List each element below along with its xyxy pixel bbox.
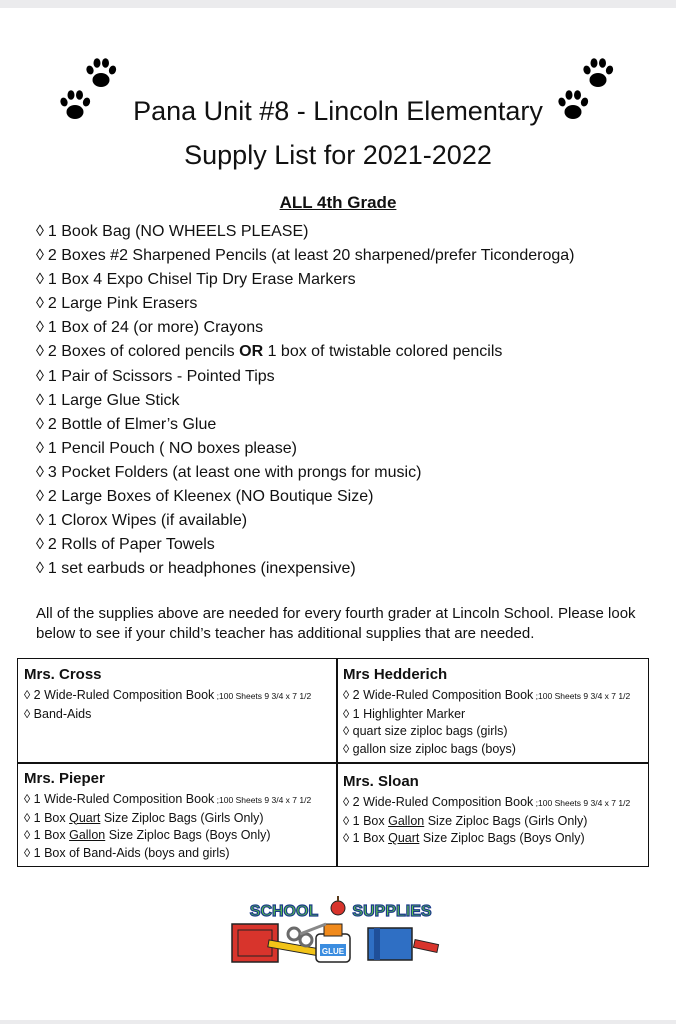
diamond-bullet-icon: ◊	[343, 831, 353, 845]
supply-item-text: 1 Pencil Pouch ( NO boxes please)	[47, 439, 297, 457]
diamond-bullet-icon: ◊	[36, 415, 44, 433]
teacher-item	[24, 827, 311, 845]
supply-item	[36, 533, 574, 557]
paw-print-icon	[581, 56, 615, 90]
teacher-item	[24, 706, 311, 724]
teacher-item-text: quart size ziploc bags (girls)	[352, 724, 508, 738]
bottom-border	[0, 1020, 676, 1024]
supplies-note: All of the supplies above are needed for every fourth grader at Lincoln School. Please look below to see if your child’s teacher has additional supplies that are needed.	[36, 605, 636, 642]
teacher-item-text: 2 Wide-Ruled Composition Book	[33, 688, 215, 702]
teacher-cell-sloan	[343, 772, 630, 848]
teacher-item-text: 2 Wide-Ruled Composition Book	[352, 688, 534, 702]
diamond-bullet-icon: ◊	[36, 247, 44, 265]
diamond-bullet-icon: ◊	[36, 223, 44, 240]
diamond-bullet-icon: ◊	[36, 343, 44, 361]
supply-item	[36, 437, 574, 461]
page-title-line1: Pana Unit #8 - Lincoln Elementary	[133, 96, 543, 126]
teacher-cell-hedderich	[343, 665, 630, 758]
glue-label: GLUE	[321, 947, 345, 956]
supply-item-text: 2 Boxes of colored pencils	[47, 343, 240, 361]
teacher-item-text: 1 Box	[33, 828, 70, 842]
diamond-bullet-icon: ◊	[36, 319, 44, 337]
supply-list	[36, 220, 574, 581]
supply-item-text: 2 Large Boxes of Kleenex (NO Boutique Size)	[47, 488, 374, 506]
paw-print-icon	[84, 56, 118, 90]
teacher-item-text: 1 Box	[352, 813, 389, 828]
grade-heading: ALL 4th Grade	[279, 193, 397, 212]
supply-item-text: 1 Box 4 Expo Chisel Tip Dry Erase Markers	[47, 271, 356, 289]
supply-item-text: 1 set earbuds or headphones (inexpensive)	[47, 560, 356, 578]
teacher-item	[343, 794, 630, 813]
teacher-item-underlined: Gallon	[69, 828, 106, 842]
supply-item	[36, 413, 574, 437]
school-supplies-logo	[228, 894, 444, 966]
supply-item-text: 1 Pair of Scissors - Pointed Tips	[47, 367, 275, 385]
supply-item-text: 1 Box of 24 (or more) Crayons	[47, 319, 264, 337]
supply-item	[36, 244, 574, 268]
diamond-bullet-icon: ◊	[24, 828, 34, 842]
diamond-bullet-icon: ◊	[343, 741, 353, 756]
diamond-bullet-icon: ◊	[36, 536, 44, 554]
supply-item	[36, 268, 574, 292]
teacher-cell-cross	[24, 665, 311, 723]
diamond-bullet-icon: ◊	[343, 688, 353, 702]
diamond-bullet-icon: ◊	[24, 688, 34, 702]
diamond-bullet-icon: ◊	[24, 706, 34, 721]
teacher-name: Mrs. Pieper	[24, 770, 105, 787]
diamond-bullet-icon: ◊	[24, 792, 34, 806]
teacher-item	[24, 810, 311, 828]
supply-item-text: 1 Clorox Wipes (if available)	[47, 512, 248, 530]
teacher-item	[343, 813, 630, 831]
supply-item	[36, 292, 574, 316]
teacher-table	[17, 658, 649, 867]
supply-item	[36, 461, 574, 485]
teacher-item-text: Size Ziploc Bags (Boys Only)	[105, 828, 271, 842]
top-border	[0, 0, 676, 8]
teacher-item-detail: ;100 Sheets 9 3/4 x 7 1/2	[214, 691, 312, 701]
supply-item	[36, 485, 574, 509]
teacher-item-detail: ;100 Sheets 9 3/4 x 7 1/2	[214, 795, 312, 805]
teacher-name: Mrs Hedderich	[343, 666, 448, 683]
table-divider-horizontal	[18, 762, 648, 764]
teacher-name: Mrs. Cross	[24, 666, 102, 683]
diamond-bullet-icon: ◊	[36, 488, 44, 506]
supply-item	[36, 316, 574, 340]
teacher-item-text: Band-Aids	[33, 706, 92, 721]
diamond-bullet-icon: ◊	[24, 810, 34, 825]
diamond-bullet-icon: ◊	[343, 813, 353, 828]
supply-item-text: 2 Bottle of Elmer’s Glue	[47, 415, 217, 433]
supply-item	[36, 340, 574, 364]
supply-item-text: 1 Book Bag (NO WHEELS PLEASE)	[47, 223, 309, 240]
page-title-line2: Supply List for 2021-2022	[184, 140, 492, 170]
diamond-bullet-icon: ◊	[36, 271, 44, 289]
supply-item-text: 2 Large Pink Erasers	[47, 295, 198, 313]
diamond-bullet-icon: ◊	[36, 439, 44, 457]
supply-item-text: 1 Large Glue Stick	[47, 391, 180, 409]
diamond-bullet-icon: ◊	[343, 706, 353, 721]
supply-item-text: 3 Pocket Folders (at least one with prongs for music)	[47, 463, 422, 481]
teacher-item	[343, 706, 630, 724]
diamond-bullet-icon: ◊	[36, 512, 44, 530]
supply-item-text: 2 Rolls of Paper Towels	[47, 536, 215, 554]
teacher-item-text: 1 Box	[33, 810, 70, 825]
diamond-bullet-icon: ◊	[36, 295, 44, 313]
supply-item	[36, 365, 574, 389]
teacher-item-text: Size Ziploc Bags (Boys Only)	[419, 831, 585, 845]
teacher-item-text: 1 Box of Band-Aids (boys and girls)	[33, 845, 230, 860]
teacher-item-underlined: Quart	[69, 810, 101, 825]
logo-text-school: SCHOOL	[249, 903, 319, 920]
teacher-item	[24, 791, 311, 810]
teacher-item-text: gallon size ziploc bags (boys)	[352, 741, 516, 756]
teacher-item-text: Size Ziploc Bags (Girls Only)	[424, 813, 588, 828]
supply-item	[36, 389, 574, 413]
supply-item	[36, 220, 574, 244]
teacher-item	[343, 723, 630, 741]
teacher-item	[343, 830, 630, 848]
teacher-cell-pieper	[24, 769, 311, 862]
diamond-bullet-icon: ◊	[36, 463, 44, 481]
teacher-item-text: 1 Box	[352, 831, 389, 845]
supply-item-bold: OR	[239, 343, 264, 361]
diamond-bullet-icon: ◊	[343, 795, 353, 809]
teacher-item-text: 2 Wide-Ruled Composition Book	[352, 795, 534, 809]
diamond-bullet-icon: ◊	[36, 391, 44, 409]
teacher-item-detail: ;100 Sheets 9 3/4 x 7 1/2	[533, 691, 631, 701]
supply-item-text: 1 box of twistable colored pencils	[263, 343, 503, 361]
supply-item	[36, 557, 574, 581]
teacher-item-text: 1 Highlighter Marker	[352, 706, 466, 721]
teacher-item	[24, 845, 311, 863]
teacher-item-text: 1 Wide-Ruled Composition Book	[33, 792, 215, 806]
teacher-item	[343, 741, 630, 759]
teacher-item-text: Size Ziploc Bags (Girls Only)	[100, 810, 264, 825]
teacher-name: Mrs. Sloan	[343, 773, 419, 790]
teacher-item-underlined: Quart	[388, 831, 420, 845]
diamond-bullet-icon: ◊	[24, 845, 34, 860]
teacher-item	[24, 687, 311, 706]
supply-item	[36, 509, 574, 533]
supply-item-text: 2 Boxes #2 Sharpened Pencils (at least 20 sharpened/prefer Ticonderoga)	[47, 247, 575, 265]
teacher-item	[343, 687, 630, 706]
logo-text-supplies: SUPPLIES	[352, 903, 432, 920]
teacher-item-detail: ;100 Sheets 9 3/4 x 7 1/2	[533, 798, 631, 808]
diamond-bullet-icon: ◊	[36, 367, 44, 385]
diamond-bullet-icon: ◊	[36, 560, 44, 578]
diamond-bullet-icon: ◊	[343, 724, 353, 738]
teacher-item-underlined: Gallon	[388, 813, 425, 828]
